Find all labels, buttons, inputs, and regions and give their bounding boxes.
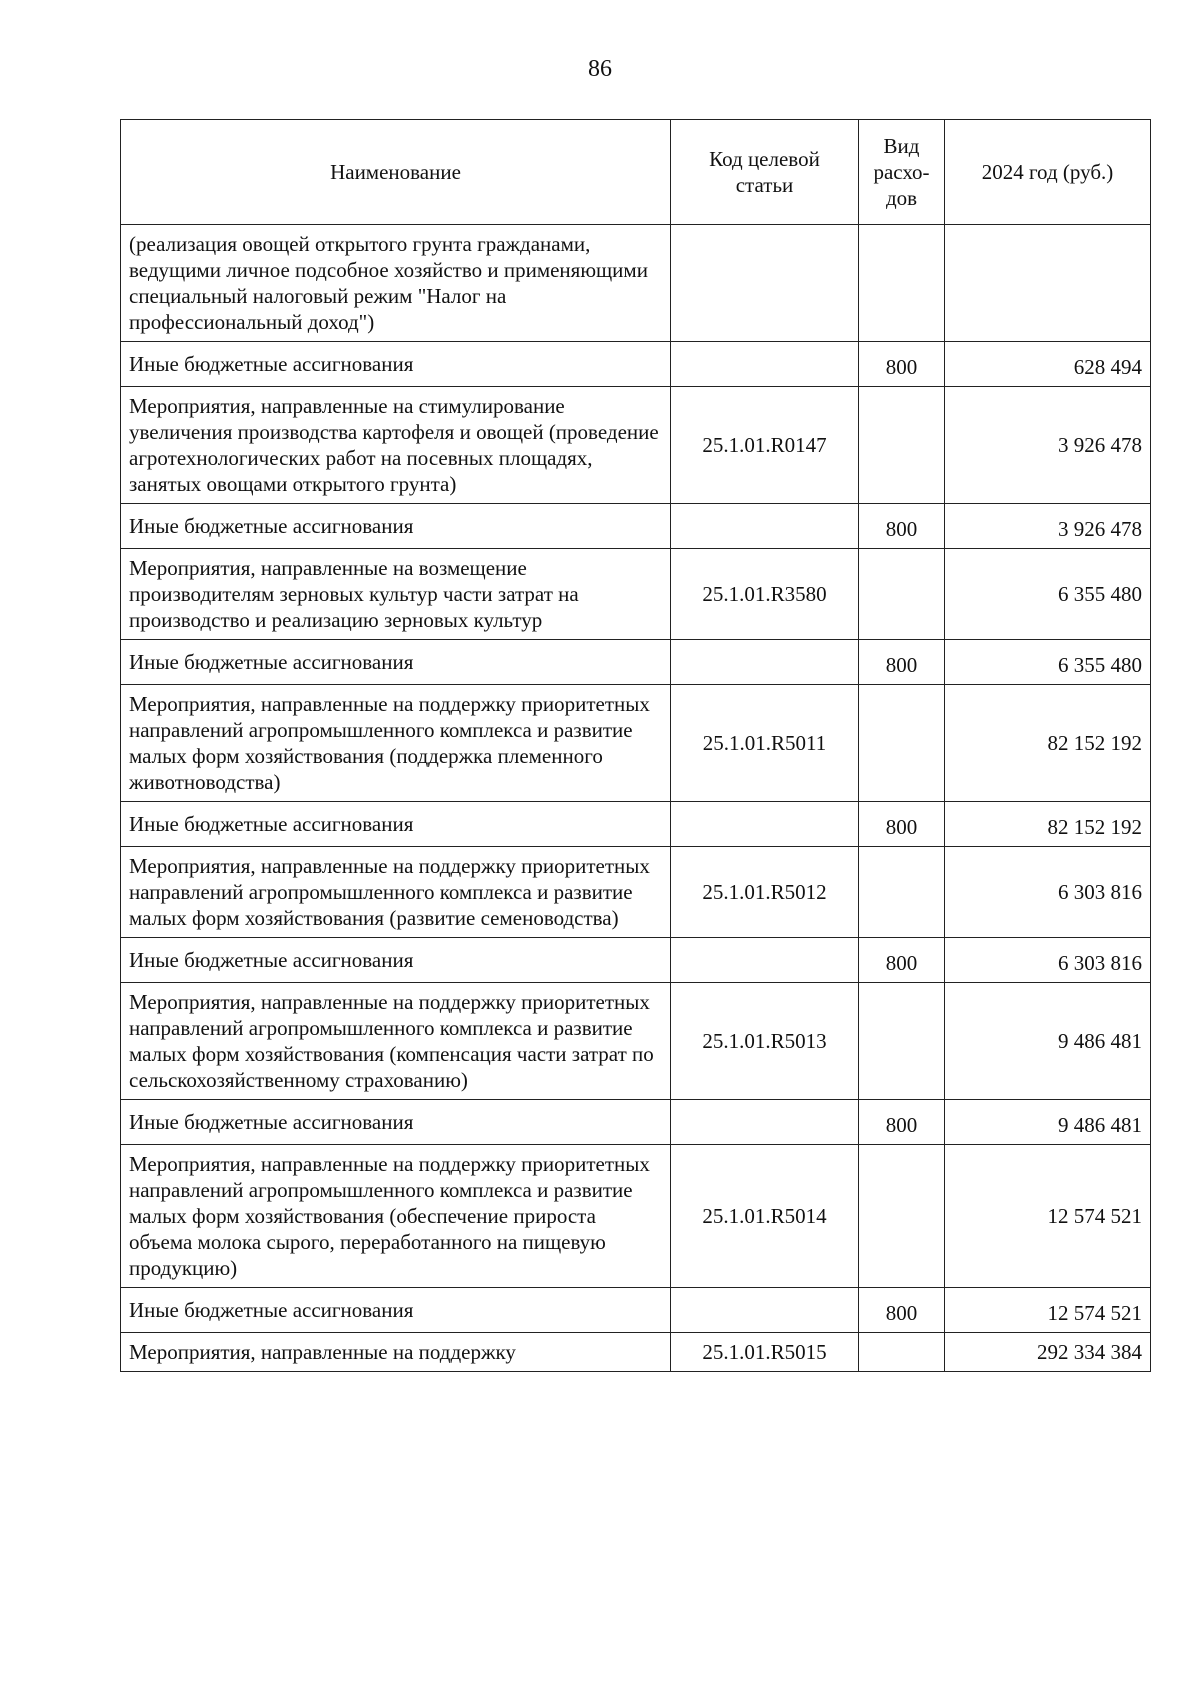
table-row xyxy=(121,1333,1151,1372)
table-row xyxy=(121,802,1151,847)
row-code: 25.1.01.R5014 xyxy=(671,1145,859,1288)
header-amount: 2024 год (руб.) xyxy=(945,120,1151,225)
table-row xyxy=(121,1145,1151,1288)
row-name: Мероприятия, направленные на поддержку приоритетных направлений агропромышленного комплекса и развитие малых форм хозяйствования (развитие семеноводства) xyxy=(121,847,671,938)
table-row xyxy=(121,549,1151,640)
table-row xyxy=(121,225,1151,342)
row-type: 800 xyxy=(859,640,945,685)
header-type: Вид расхо-дов xyxy=(859,120,945,225)
row-amount xyxy=(945,225,1151,342)
row-name: Мероприятия, направленные на поддержку приоритетных направлений агропромышленного комплекса и развитие малых форм хозяйствования (обеспечение прироста объема молока сырого, переработанного на пищевую продукцию) xyxy=(121,1145,671,1288)
row-name: Мероприятия, направленные на поддержку приоритетных направлений агропромышленного комплекса и развитие малых форм хозяйствования (поддержка племенного животноводства) xyxy=(121,685,671,802)
budget-table xyxy=(120,119,1151,1372)
row-type xyxy=(859,225,945,342)
row-amount: 82 152 192 xyxy=(945,685,1151,802)
row-name: Мероприятия, направленные на поддержку xyxy=(121,1333,671,1372)
row-type xyxy=(859,1145,945,1288)
header-code: Код целевой статьи xyxy=(671,120,859,225)
row-name: Иные бюджетные ассигнования xyxy=(121,1288,671,1333)
row-amount: 6 355 480 xyxy=(945,549,1151,640)
row-code xyxy=(671,640,859,685)
table-row xyxy=(121,847,1151,938)
row-name: Мероприятия, направленные на возмещение производителям зерновых культур части затрат на производство и реализацию зерновых культур xyxy=(121,549,671,640)
row-name: Иные бюджетные ассигнования xyxy=(121,802,671,847)
row-type: 800 xyxy=(859,1288,945,1333)
row-amount: 3 926 478 xyxy=(945,504,1151,549)
row-code: 25.1.01.R5012 xyxy=(671,847,859,938)
row-type: 800 xyxy=(859,504,945,549)
header-name: Наименование xyxy=(121,120,671,225)
row-amount: 9 486 481 xyxy=(945,1100,1151,1145)
row-name: Иные бюджетные ассигнования xyxy=(121,938,671,983)
row-type xyxy=(859,685,945,802)
row-amount: 292 334 384 xyxy=(945,1333,1151,1372)
row-amount: 9 486 481 xyxy=(945,983,1151,1100)
table-row xyxy=(121,387,1151,504)
row-name: Иные бюджетные ассигнования xyxy=(121,504,671,549)
row-type: 800 xyxy=(859,342,945,387)
row-name: Иные бюджетные ассигнования xyxy=(121,342,671,387)
table-header-row xyxy=(121,120,1151,225)
row-amount: 82 152 192 xyxy=(945,802,1151,847)
table-row xyxy=(121,938,1151,983)
row-type: 800 xyxy=(859,1100,945,1145)
row-amount: 3 926 478 xyxy=(945,387,1151,504)
page-number: 86 xyxy=(588,56,612,82)
row-amount: 12 574 521 xyxy=(945,1288,1151,1333)
row-type xyxy=(859,549,945,640)
row-type: 800 xyxy=(859,802,945,847)
row-code: 25.1.01.R3580 xyxy=(671,549,859,640)
row-code: 25.1.01.R5015 xyxy=(671,1333,859,1372)
row-code xyxy=(671,802,859,847)
row-code: 25.1.01.R5011 xyxy=(671,685,859,802)
row-name: (реализация овощей открытого грунта гражданами, ведущими личное подсобное хозяйство и применяющими специальный налоговый режим "Налог на профессиональный доход") xyxy=(121,225,671,342)
row-type xyxy=(859,1333,945,1372)
row-type xyxy=(859,983,945,1100)
row-name: Мероприятия, направленные на стимулирование увеличения производства картофеля и овощей (проведение агротехнологических работ на посевных площадях, занятых овощами открытого грунта) xyxy=(121,387,671,504)
row-code xyxy=(671,225,859,342)
row-type xyxy=(859,387,945,504)
row-name: Иные бюджетные ассигнования xyxy=(121,1100,671,1145)
row-type xyxy=(859,847,945,938)
row-amount: 6 303 816 xyxy=(945,847,1151,938)
table-row xyxy=(121,1288,1151,1333)
row-amount: 12 574 521 xyxy=(945,1145,1151,1288)
row-code xyxy=(671,1288,859,1333)
row-type: 800 xyxy=(859,938,945,983)
row-code xyxy=(671,1100,859,1145)
row-amount: 628 494 xyxy=(945,342,1151,387)
row-code: 25.1.01.R5013 xyxy=(671,983,859,1100)
row-name: Мероприятия, направленные на поддержку приоритетных направлений агропромышленного комплекса и развитие малых форм хозяйствования (компенсация части затрат по сельскохозяйственному страхованию) xyxy=(121,983,671,1100)
table-row xyxy=(121,1100,1151,1145)
table-row xyxy=(121,685,1151,802)
row-name: Иные бюджетные ассигнования xyxy=(121,640,671,685)
row-code xyxy=(671,342,859,387)
row-code: 25.1.01.R0147 xyxy=(671,387,859,504)
table-row xyxy=(121,504,1151,549)
row-code xyxy=(671,504,859,549)
table-row xyxy=(121,342,1151,387)
row-code xyxy=(671,938,859,983)
row-amount: 6 355 480 xyxy=(945,640,1151,685)
table-row xyxy=(121,983,1151,1100)
row-amount: 6 303 816 xyxy=(945,938,1151,983)
table-row xyxy=(121,640,1151,685)
